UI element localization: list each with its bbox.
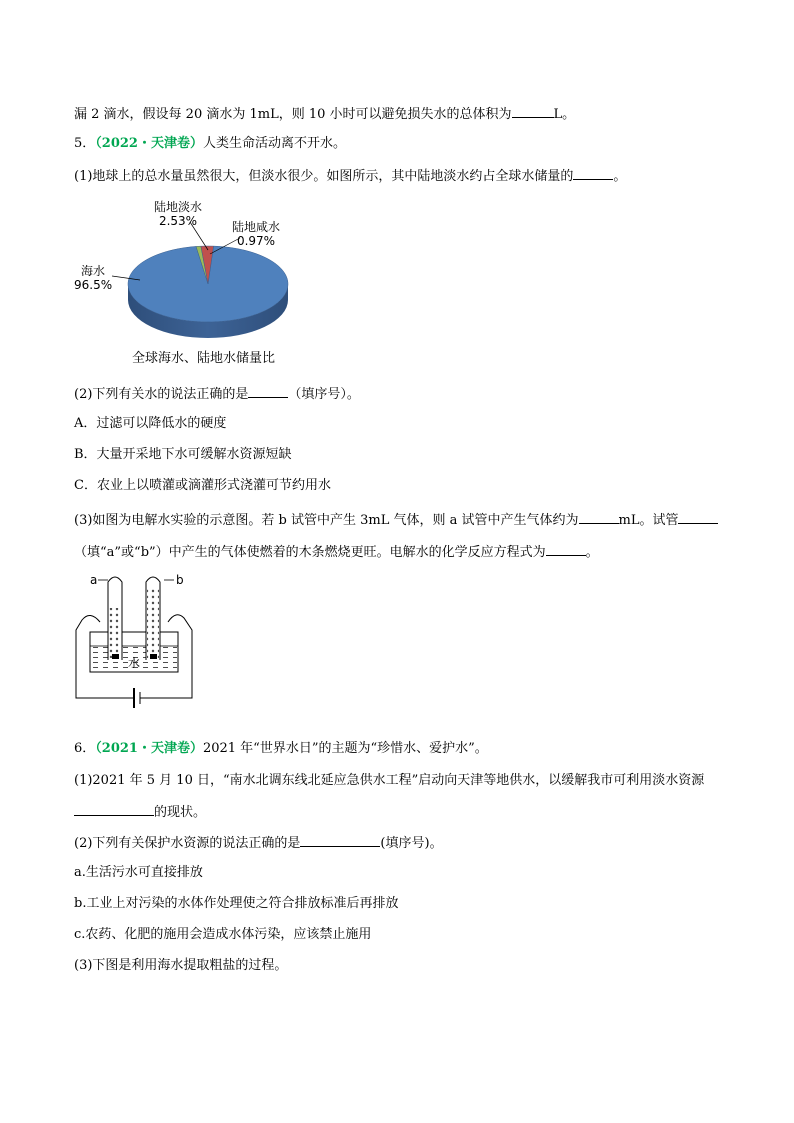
label-water: 水 bbox=[128, 656, 141, 670]
question-source: （2022・天津卷） bbox=[95, 136, 203, 151]
question-number: 6． bbox=[74, 741, 96, 756]
slice-label-seawater bbox=[74, 264, 112, 292]
q6-part-3: (3)下图是利用海水提取粗盐的过程。 bbox=[74, 958, 288, 973]
answer-blank[interactable] bbox=[678, 510, 718, 524]
electrolysis-diagram bbox=[72, 570, 202, 720]
answer-blank[interactable] bbox=[579, 510, 619, 524]
text: 的现状。 bbox=[154, 805, 207, 820]
q5-part-1 bbox=[74, 166, 626, 186]
slice-name: 陆地咸水 bbox=[232, 220, 281, 234]
q5-option-b: B．大量开采地下水可缓解水资源短缺 bbox=[74, 447, 292, 462]
text: (1)地球上的总水量虽然很大，但淡水很少。如图所示，其中陆地淡水约占全球水储量的 bbox=[74, 169, 574, 184]
question-source: （2021・天津卷） bbox=[95, 741, 203, 756]
slice-name: 海水 bbox=[81, 264, 106, 278]
text: (填序号)。 bbox=[380, 836, 443, 851]
label-a: a bbox=[90, 573, 98, 587]
q6-option-a: a.生活污水可直接排放 bbox=[74, 865, 203, 880]
answer-blank[interactable] bbox=[573, 166, 613, 180]
slice-name: 陆地淡水 bbox=[154, 200, 203, 214]
text: 。 bbox=[585, 545, 599, 560]
text: 。 bbox=[613, 169, 627, 184]
q6-part-1-cont bbox=[74, 802, 206, 822]
text: (2)下列有关水的说法正确的是 bbox=[74, 387, 249, 402]
slice-value: 2.53% bbox=[158, 214, 198, 228]
answer-blank[interactable] bbox=[248, 384, 288, 398]
q5-part-2 bbox=[74, 384, 360, 404]
text: mL。试管 bbox=[618, 513, 679, 528]
q5-option-a: A．过滤可以降低水的硬度 bbox=[74, 416, 227, 431]
answer-blank[interactable] bbox=[300, 833, 380, 847]
q5-part-3 bbox=[74, 510, 718, 530]
text: （填“a”或“b”）中产生的气体使燃着的木条燃烧更旺。电解水的化学反应方程式为 bbox=[74, 545, 546, 560]
text: L。 bbox=[553, 107, 576, 122]
text: 漏 2 滴水，假设每 20 滴水为 1mL，则 10 小时可以避免损失水的总体积为 bbox=[74, 107, 512, 122]
text: (2)下列有关保护水资源的说法正确的是 bbox=[74, 836, 301, 851]
q6-option-b: b.工业上对污染的水体作处理使之符合排放标准后再排放 bbox=[74, 896, 399, 911]
text-line-1 bbox=[74, 104, 575, 124]
question-6-header bbox=[74, 740, 488, 758]
slice-value: 96.5% bbox=[74, 278, 113, 292]
slice-label-freshwater bbox=[154, 200, 202, 228]
q6-option-c: c.农药、化肥的施用会造成水体污染，应该禁止施用 bbox=[74, 927, 372, 942]
answer-blank[interactable] bbox=[546, 542, 586, 556]
text: （填序号）。 bbox=[288, 387, 360, 402]
text: (3)如图为电解水实验的示意图。若 b 试管中产生 3mL 气体，则 a 试管中产生气体约为 bbox=[74, 513, 579, 528]
label-b: b bbox=[176, 573, 184, 587]
chart-title: 全球海水、陆地水储量比 bbox=[132, 351, 276, 366]
q5-option-c: C．农业上以喷灌或滴灌形式浇灌可节约用水 bbox=[74, 478, 331, 493]
q6-part-1: (1)2021 年 5 月 10 日，“南水北调东线北延应急供水工程”启动向天津等地供水，以缓解我市可利用淡水资源 bbox=[74, 773, 705, 788]
question-5-header bbox=[74, 135, 346, 153]
answer-blank[interactable] bbox=[74, 802, 154, 816]
q6-part-2 bbox=[74, 833, 443, 853]
slice-value: 0.97% bbox=[236, 234, 276, 248]
q5-part-3-cont bbox=[74, 542, 599, 562]
pie-chart bbox=[70, 192, 330, 372]
electrolysis-svg bbox=[72, 570, 202, 720]
question-text: 人类生命活动离不开水。 bbox=[202, 136, 346, 151]
slice-label-saltwater bbox=[232, 220, 280, 248]
answer-blank[interactable] bbox=[512, 104, 554, 118]
question-text: 2021 年“世界水日”的主题为“珍惜水、爱护水”。 bbox=[202, 741, 488, 756]
question-number: 5． bbox=[74, 136, 96, 151]
